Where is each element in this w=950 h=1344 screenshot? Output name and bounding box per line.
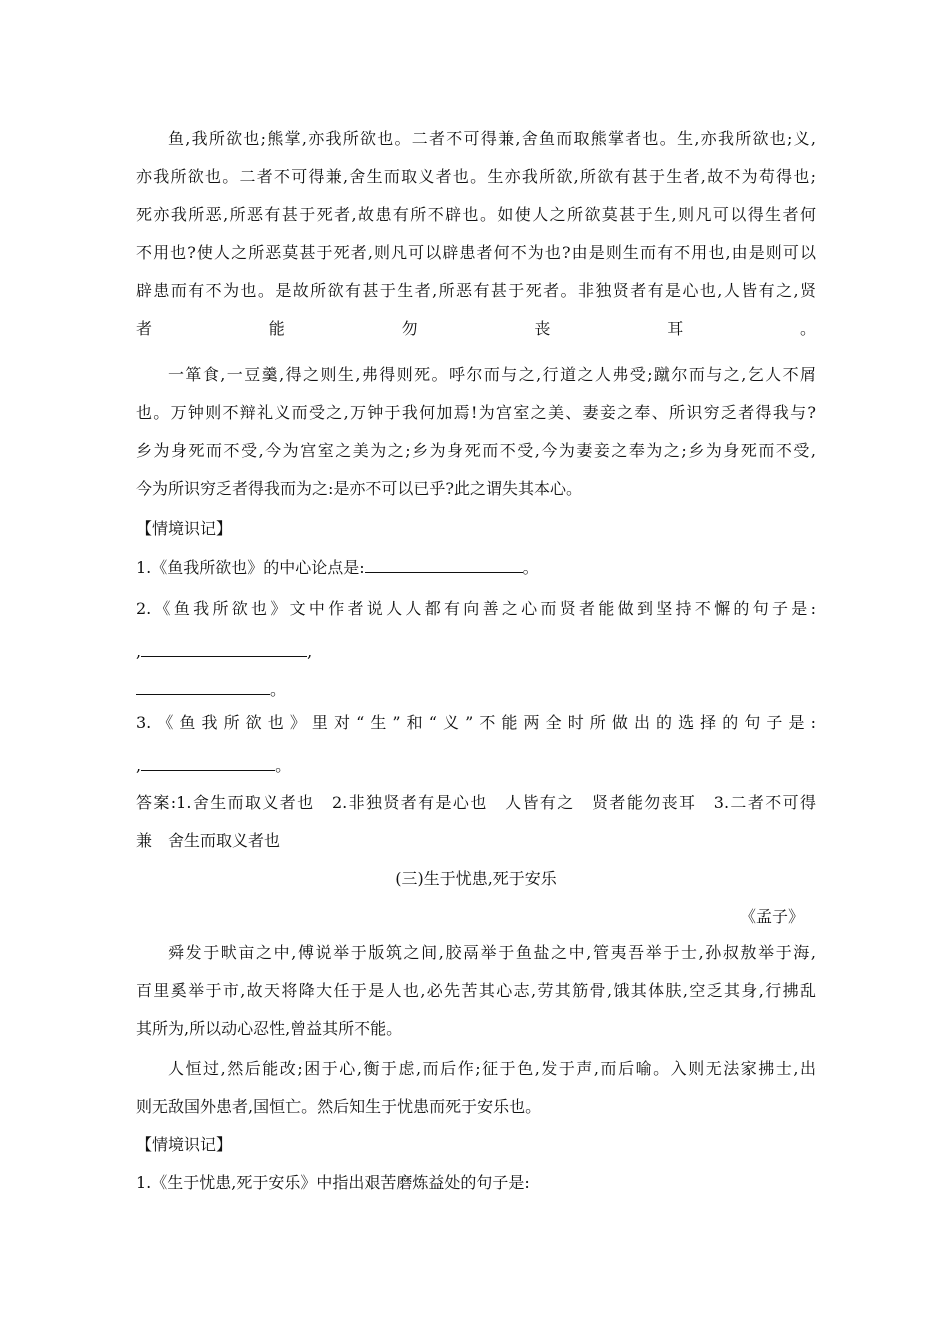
passage1-p1-line2: 亦我所欲也。二者不可得兼,舍生而取义者也。生亦我所欲,所欲有甚于生者,故不为苟得也; <box>136 167 816 186</box>
question1-text: 1.《鱼我所欲也》的中心论点是: <box>136 558 365 577</box>
question2-line2-prefix: , <box>136 642 142 661</box>
question2-line3-suffix: 。 <box>270 680 287 699</box>
question1-answer-blank <box>365 556 523 573</box>
section1-question2: 2.《鱼我所欲也》文中作者说人人都有向善之心而贤者能做到坚持不懈的句子是: <box>136 599 816 618</box>
passage1-p2-line3: 乡为身死而不受,今为宫室之美为之;乡为身死而不受,今为妻妾之奉为之;乡为身死而不受, <box>136 441 816 460</box>
passage2-p2-line2: 则无敌国外患者,国恒亡。然后知生于忧患而死于安乐也。 <box>136 1097 542 1116</box>
question2-line2 <box>136 640 816 663</box>
passage1-p2-line1: 一箪食,一豆羹,得之则生,弗得则死。呼尔而与之,行道之人弗受;蹴尔而与之,乞人不屑 <box>168 365 816 384</box>
section2-heading: 【情境识记】 <box>136 1135 233 1154</box>
passage2-p1-line2: 百里奚举于市,故天将降大任于是人也,必先苦其心志,劳其筋骨,饿其体肤,空乏其身,行拂乱 <box>136 981 816 1000</box>
passage2-title: (三)生于忧患,死于安乐 <box>395 869 557 888</box>
question3-line2-prefix: , <box>136 756 142 775</box>
passage1-p1-line5: 辟患而有不为也。是故所欲有甚于生者,所恶有甚于死者。非独贤者有是心也,人皆有之,贤 <box>136 281 816 300</box>
question2-answer-blank-1 <box>141 640 307 657</box>
passage1-p1-line6: 者能勿丧耳。 <box>136 319 816 338</box>
passage1-p1-line1: 鱼,我所欲也;熊掌,亦我所欲也。二者不可得兼,舍鱼而取熊掌者也。生,亦我所欲也;义, <box>168 129 816 148</box>
passage1-p1-line3: 死亦我所恶,所恶有甚于死者,故患有所不辟也。如使人之所欲莫甚于生,则凡可以得生者何 <box>136 205 816 224</box>
question3-answer-blank <box>141 754 275 771</box>
section2-question1: 1.《生于忧患,死于安乐》中指出艰苦磨炼益处的句子是: <box>136 1173 530 1192</box>
passage2-p1-line1: 舜发于畎亩之中,傅说举于版筑之间,胶鬲举于鱼盐之中,管夷吾举于士,孙叔敖举于海, <box>168 943 816 962</box>
question2-answer-blank-2 <box>136 678 270 695</box>
question3-line2-suffix: 。 <box>275 756 292 775</box>
answer-line1: 答案:1.舍生而取义者也 2.非独贤者有是心也 人皆有之 贤者能勿丧耳 3.二者不可得 <box>136 793 816 812</box>
passage2-p1-line3: 其所为,所以动心忍性,曾益其所不能。 <box>136 1019 403 1038</box>
passage1-p1-line4: 不用也?使人之所恶莫甚于死者,则凡可以辟患者何不为也?由是则生而有不用也,由是则可以 <box>136 243 816 262</box>
section1-question3: 3.《鱼我所欲也》里对“生”和“义”不能两全时所做出的选择的句子是: <box>136 713 816 732</box>
question3-line2 <box>136 754 816 777</box>
question2-line2-suffix: , <box>307 642 313 661</box>
section1-question1 <box>136 556 816 579</box>
answer-line2: 兼 舍生而取义者也 <box>136 831 281 850</box>
passage2-author: 《孟子》 <box>739 907 804 926</box>
passage2-p2-line1: 人恒过,然后能改;困于心,衡于虑,而后作;征于色,发于声,而后喻。入则无法家拂士,出 <box>168 1059 816 1078</box>
question2-line3 <box>136 678 816 701</box>
question1-end: 。 <box>522 558 539 577</box>
section1-heading: 【情境识记】 <box>136 519 233 538</box>
passage1-p2-line2: 也。万钟则不辩礼义而受之,万钟于我何加焉!为宫室之美、妻妾之奉、所识穷乏者得我与? <box>136 403 816 422</box>
passage1-p2-line4: 今为所识穷乏者得我而为之:是亦不可以已乎?此之谓失其本心。 <box>136 479 582 498</box>
